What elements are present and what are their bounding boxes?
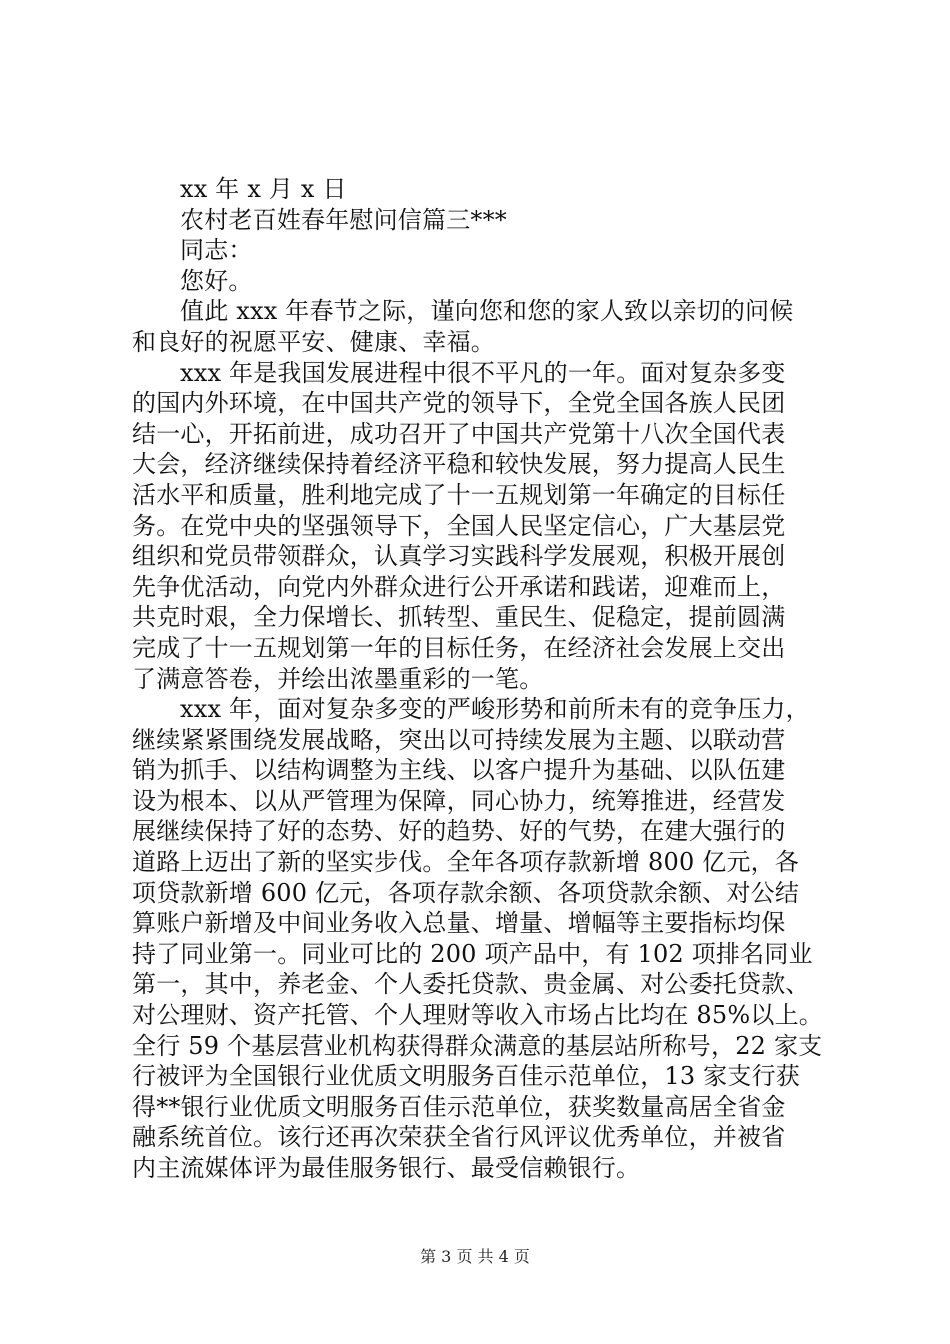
paragraph-line: 值此 xxx 年春节之际，谨向您和您的家人致以亲切的问候: [180, 297, 794, 326]
paragraph-line: 全行 59 个基层营业机构获得群众满意的基层站所称号，22 家支: [132, 1031, 823, 1060]
paragraph-line: 组织和党员带领群众，认真学习实践科学发展观，积极开展创: [132, 542, 786, 571]
paragraph-line: 对公理财、资产托管、个人理财等收入市场占比均在 85%以上。: [132, 1001, 823, 1030]
paragraph-line: 的国内外环境，在中国共产党的领导下，全党全国各族人民团: [132, 389, 786, 418]
paragraph-line: 大会，经济继续保持着经济平稳和较快发展，努力提高人民生: [132, 450, 786, 479]
paragraph-line: 行被评为全国银行业优质文明服务百佳示范单位，13 家支行获: [132, 1062, 800, 1091]
paragraph-3: [132, 694, 832, 1184]
paragraph-line: 务。在党中央的坚强领导下，全国人民坚定信心，广大基层党: [132, 511, 786, 540]
paragraph-line: 融系统首位。该行还再次荣获全省行风评议优秀单位，并被省: [132, 1123, 786, 1152]
paragraph-line: 销为抓手、以结构调整为主线、以客户提升为基础、以队伍建: [132, 756, 786, 785]
paragraph-1: [132, 296, 832, 357]
date-line: xx 年 x 月 x 日: [180, 175, 347, 203]
paragraph-line: 设为根本、以从严管理为保障，同心协力，统筹推进，经营发: [132, 786, 786, 815]
paragraph-line: xxx 年，面对复杂多变的严峻形势和前所未有的竞争压力，: [180, 695, 810, 724]
paragraph-line: 先争优活动，向党内外群众进行公开承诺和践诺，迎难而上，: [132, 572, 786, 601]
paragraph-line: 内主流媒体评为最佳服务银行、最受信赖银行。: [132, 1154, 641, 1182]
paragraph-line: 算账户新增及中间业务收入总量、增量、增幅等主要指标均保: [132, 909, 786, 938]
paragraph-line: 道路上迈出了新的坚实步伐。全年各项存款新增 800 亿元，各: [132, 848, 800, 877]
paragraph-line: 项贷款新增 600 亿元，各项存款余额、各项贷款余额、对公结: [132, 878, 800, 907]
paragraph-line: 共克时艰，全力保增长、抓转型、重民生、促稳定，提前圆满: [132, 603, 786, 632]
letter-title: 农村老百姓春年慰问信篇三***: [180, 205, 507, 234]
page-footer: 第 3 页 共 4 页: [420, 1247, 530, 1266]
salutation: 同志：: [180, 236, 253, 265]
greeting: 您好。: [180, 266, 253, 295]
paragraph-line: 和良好的祝愿平安、健康、幸福。: [132, 327, 495, 356]
paragraph-line: 得**银行业优质文明服务百佳示范单位，获奖数量高居全省金: [132, 1092, 786, 1121]
paragraph-line: 了满意答卷，并绘出浓墨重彩的一笔。: [132, 664, 544, 693]
paragraph-2: [132, 358, 832, 695]
letter-body: [132, 174, 832, 1184]
paragraph-line: 完成了十一五规划第一年的目标任务，在经济社会发展上交出: [132, 633, 786, 662]
paragraph-line: 第一，其中，养老金、个人委托贷款、贵金属、对公委托贷款、: [132, 970, 810, 999]
paragraph-line: 展继续保持了好的态势、好的趋势、好的气势，在建大强行的: [132, 817, 786, 846]
paragraph-line: 继续紧紧围绕发展战略，突出以可持续发展为主题、以联动营: [132, 725, 786, 754]
paragraph-line: xxx 年是我国发展进程中很不平凡的一年。面对复杂多变: [180, 358, 786, 387]
paragraph-line: 结一心，开拓前进，成功召开了中国共产党第十八次全国代表: [132, 419, 786, 448]
paragraph-line: 活水平和质量，胜利地完成了十一五规划第一年确定的目标任: [132, 480, 786, 509]
paragraph-line: 持了同业第一。同业可比的 200 项产品中，有 102 项排名同业: [132, 939, 813, 968]
